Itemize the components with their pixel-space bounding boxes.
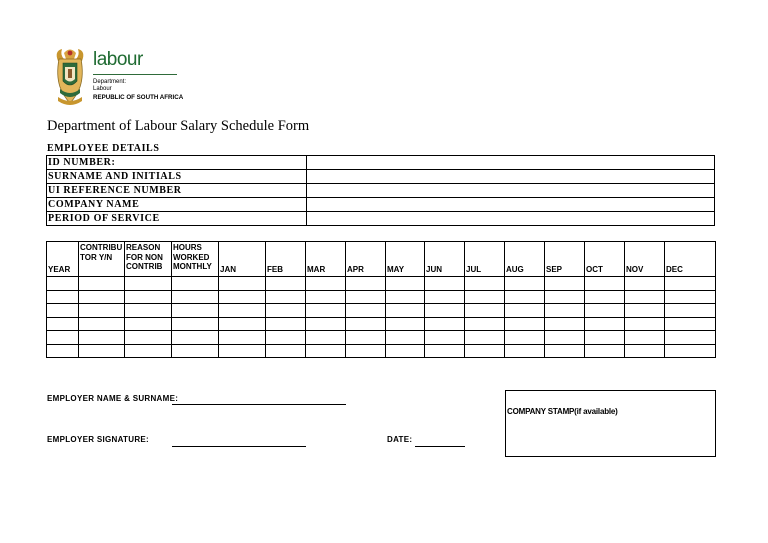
- salary-cell[interactable]: [306, 317, 346, 331]
- salary-cell[interactable]: [386, 277, 425, 291]
- header-oct: OCT: [585, 242, 625, 277]
- salary-cell[interactable]: [125, 290, 172, 304]
- salary-cell[interactable]: [79, 277, 125, 291]
- salary-cell[interactable]: [465, 277, 505, 291]
- salary-cell[interactable]: [665, 304, 716, 318]
- salary-cell[interactable]: [346, 277, 386, 291]
- header-reason-line-3: CONTRIB: [126, 262, 163, 271]
- header-feb: FEB: [266, 242, 306, 277]
- header-contributor-line-2: TOR Y/N: [80, 252, 113, 262]
- header-year: YEAR: [47, 242, 79, 277]
- header-reason-line-1: REASON: [126, 243, 161, 252]
- salary-cell[interactable]: [346, 317, 386, 331]
- salary-cell[interactable]: [465, 344, 505, 358]
- salary-cell[interactable]: [125, 331, 172, 345]
- salary-cell[interactable]: [505, 331, 545, 345]
- salary-cell[interactable]: [505, 344, 545, 358]
- header-hours-line-3: MONTHLY: [173, 262, 212, 271]
- header-apr: APR: [346, 242, 386, 277]
- salary-cell[interactable]: [172, 304, 219, 318]
- ui-reference-row: [47, 184, 715, 198]
- header-sep: SEP: [545, 242, 585, 277]
- salary-cell[interactable]: [625, 290, 665, 304]
- header-aug: AUG: [505, 242, 545, 277]
- period-of-service-label: PERIOD OF SERVICE: [47, 212, 307, 226]
- salary-cell[interactable]: [545, 304, 585, 318]
- salary-cell[interactable]: [306, 277, 346, 291]
- salary-cell[interactable]: [125, 304, 172, 318]
- brand-department-label: Department:: [93, 79, 127, 85]
- header-hours-line-2: WORKED: [173, 252, 210, 262]
- salary-cell[interactable]: [172, 344, 219, 358]
- salary-cell[interactable]: [47, 344, 79, 358]
- salary-cell[interactable]: [505, 290, 545, 304]
- employer-signature-field[interactable]: [172, 446, 306, 447]
- surname-row: [47, 170, 715, 184]
- salary-cell[interactable]: [47, 331, 79, 345]
- ui-reference-label: UI REFERENCE NUMBER: [47, 184, 307, 198]
- salary-schedule-table: [46, 241, 716, 358]
- ui-reference-field[interactable]: [307, 184, 715, 198]
- salary-row: [47, 277, 716, 291]
- header-nov: NOV: [625, 242, 665, 277]
- employee-details-heading: EMPLOYEE DETAILS: [47, 143, 160, 154]
- header-reason-line-2: FOR NON: [126, 252, 163, 262]
- salary-cell[interactable]: [545, 290, 585, 304]
- salary-cell[interactable]: [505, 317, 545, 331]
- salary-cell[interactable]: [219, 304, 266, 318]
- salary-cell[interactable]: [125, 344, 172, 358]
- salary-cell[interactable]: [346, 331, 386, 345]
- salary-cell[interactable]: [545, 331, 585, 345]
- salary-cell[interactable]: [425, 317, 465, 331]
- salary-table-body: [47, 277, 716, 358]
- salary-cell[interactable]: [125, 317, 172, 331]
- salary-cell[interactable]: [545, 344, 585, 358]
- id-number-label: ID NUMBER:: [47, 156, 307, 170]
- salary-cell[interactable]: [465, 331, 505, 345]
- salary-cell[interactable]: [585, 290, 625, 304]
- header-reason: [125, 242, 172, 277]
- salary-cell[interactable]: [306, 331, 346, 345]
- salary-cell[interactable]: [665, 317, 716, 331]
- header-mar: MAR: [306, 242, 346, 277]
- company-stamp-box[interactable]: [505, 390, 716, 457]
- salary-cell[interactable]: [306, 290, 346, 304]
- salary-cell[interactable]: [219, 290, 266, 304]
- employer-name-label: EMPLOYER NAME & SURNAME:: [47, 394, 179, 403]
- salary-cell[interactable]: [386, 317, 425, 331]
- coat-of-arms-icon: [52, 47, 88, 109]
- salary-cell[interactable]: [79, 344, 125, 358]
- company-stamp-label: COMPANY STAMP(if available): [507, 407, 618, 416]
- salary-row: [47, 344, 716, 358]
- employer-signature-label: EMPLOYER SIGNATURE:: [47, 435, 150, 444]
- salary-cell[interactable]: [465, 317, 505, 331]
- header-contributor-line-1: CONTRIBU: [80, 243, 123, 252]
- salary-row: [47, 317, 716, 331]
- header-dec: DEC: [665, 242, 716, 277]
- salary-cell[interactable]: [465, 290, 505, 304]
- salary-cell[interactable]: [306, 344, 346, 358]
- salary-cell[interactable]: [505, 277, 545, 291]
- brand-labour-label: Labour: [93, 86, 112, 92]
- salary-cell[interactable]: [625, 277, 665, 291]
- salary-cell[interactable]: [585, 331, 625, 345]
- form-title: Department of Labour Salary Schedule Form: [47, 118, 310, 134]
- salary-cell[interactable]: [219, 277, 266, 291]
- company-name-row: [47, 198, 715, 212]
- salary-cell[interactable]: [219, 317, 266, 331]
- salary-cell[interactable]: [585, 304, 625, 318]
- header-jan: JAN: [219, 242, 266, 277]
- salary-cell[interactable]: [219, 344, 266, 358]
- salary-cell[interactable]: [125, 277, 172, 291]
- salary-cell[interactable]: [585, 277, 625, 291]
- salary-cell[interactable]: [47, 290, 79, 304]
- employer-name-field[interactable]: [172, 404, 346, 405]
- salary-cell[interactable]: [172, 290, 219, 304]
- salary-cell[interactable]: [172, 317, 219, 331]
- salary-cell[interactable]: [386, 344, 425, 358]
- salary-cell[interactable]: [266, 331, 306, 345]
- header-hours-line-1: HOURS: [173, 243, 202, 252]
- date-label: DATE:: [387, 435, 413, 444]
- salary-cell[interactable]: [47, 304, 79, 318]
- salary-cell[interactable]: [172, 277, 219, 291]
- salary-cell[interactable]: [625, 344, 665, 358]
- salary-cell[interactable]: [665, 331, 716, 345]
- salary-cell[interactable]: [79, 304, 125, 318]
- date-field[interactable]: [415, 446, 465, 447]
- salary-cell[interactable]: [665, 344, 716, 358]
- salary-cell[interactable]: [425, 277, 465, 291]
- salary-row: [47, 331, 716, 345]
- salary-cell[interactable]: [545, 277, 585, 291]
- company-name-label: COMPANY NAME: [47, 198, 307, 212]
- salary-cell[interactable]: [386, 331, 425, 345]
- salary-cell[interactable]: [386, 304, 425, 318]
- salary-cell[interactable]: [425, 290, 465, 304]
- header-may: MAY: [386, 242, 425, 277]
- period-of-service-field[interactable]: [307, 212, 715, 226]
- salary-cell[interactable]: [47, 277, 79, 291]
- salary-cell[interactable]: [585, 344, 625, 358]
- company-name-field[interactable]: [307, 198, 715, 212]
- surname-label: SURNAME AND INITIALS: [47, 170, 307, 184]
- salary-cell[interactable]: [425, 304, 465, 318]
- salary-cell[interactable]: [545, 317, 585, 331]
- brand-name: labour: [93, 49, 143, 70]
- salary-cell[interactable]: [266, 290, 306, 304]
- salary-row: [47, 304, 716, 318]
- salary-cell[interactable]: [219, 331, 266, 345]
- salary-cell[interactable]: [465, 304, 505, 318]
- salary-cell[interactable]: [425, 344, 465, 358]
- header-contributor: [79, 242, 125, 277]
- surname-field[interactable]: [307, 170, 715, 184]
- salary-cell[interactable]: [625, 331, 665, 345]
- salary-cell[interactable]: [47, 317, 79, 331]
- salary-cell[interactable]: [505, 304, 545, 318]
- salary-cell[interactable]: [346, 290, 386, 304]
- salary-cell[interactable]: [425, 331, 465, 345]
- header-jul: JUL: [465, 242, 505, 277]
- salary-header-row: [47, 242, 716, 277]
- salary-cell[interactable]: [625, 317, 665, 331]
- brand-country-label: REPUBLIC OF SOUTH AFRICA: [93, 94, 184, 101]
- salary-cell[interactable]: [665, 277, 716, 291]
- salary-cell[interactable]: [306, 304, 346, 318]
- header-jun: JUN: [425, 242, 465, 277]
- salary-cell[interactable]: [266, 317, 306, 331]
- salary-cell[interactable]: [346, 304, 386, 318]
- employee-details-table: [46, 155, 715, 226]
- salary-cell[interactable]: [79, 331, 125, 345]
- salary-cell[interactable]: [585, 317, 625, 331]
- salary-cell[interactable]: [79, 290, 125, 304]
- department-logo: [52, 47, 182, 109]
- salary-cell[interactable]: [79, 317, 125, 331]
- salary-row: [47, 290, 716, 304]
- period-of-service-row: [47, 212, 715, 226]
- id-number-row: [47, 156, 715, 170]
- salary-cell[interactable]: [266, 277, 306, 291]
- header-hours: [172, 242, 219, 277]
- salary-cell[interactable]: [386, 290, 425, 304]
- salary-cell[interactable]: [266, 344, 306, 358]
- salary-cell[interactable]: [266, 304, 306, 318]
- salary-cell[interactable]: [346, 344, 386, 358]
- id-number-field[interactable]: [307, 156, 715, 170]
- salary-cell[interactable]: [665, 290, 716, 304]
- brand-divider: [93, 74, 177, 75]
- salary-cell[interactable]: [625, 304, 665, 318]
- salary-cell[interactable]: [172, 331, 219, 345]
